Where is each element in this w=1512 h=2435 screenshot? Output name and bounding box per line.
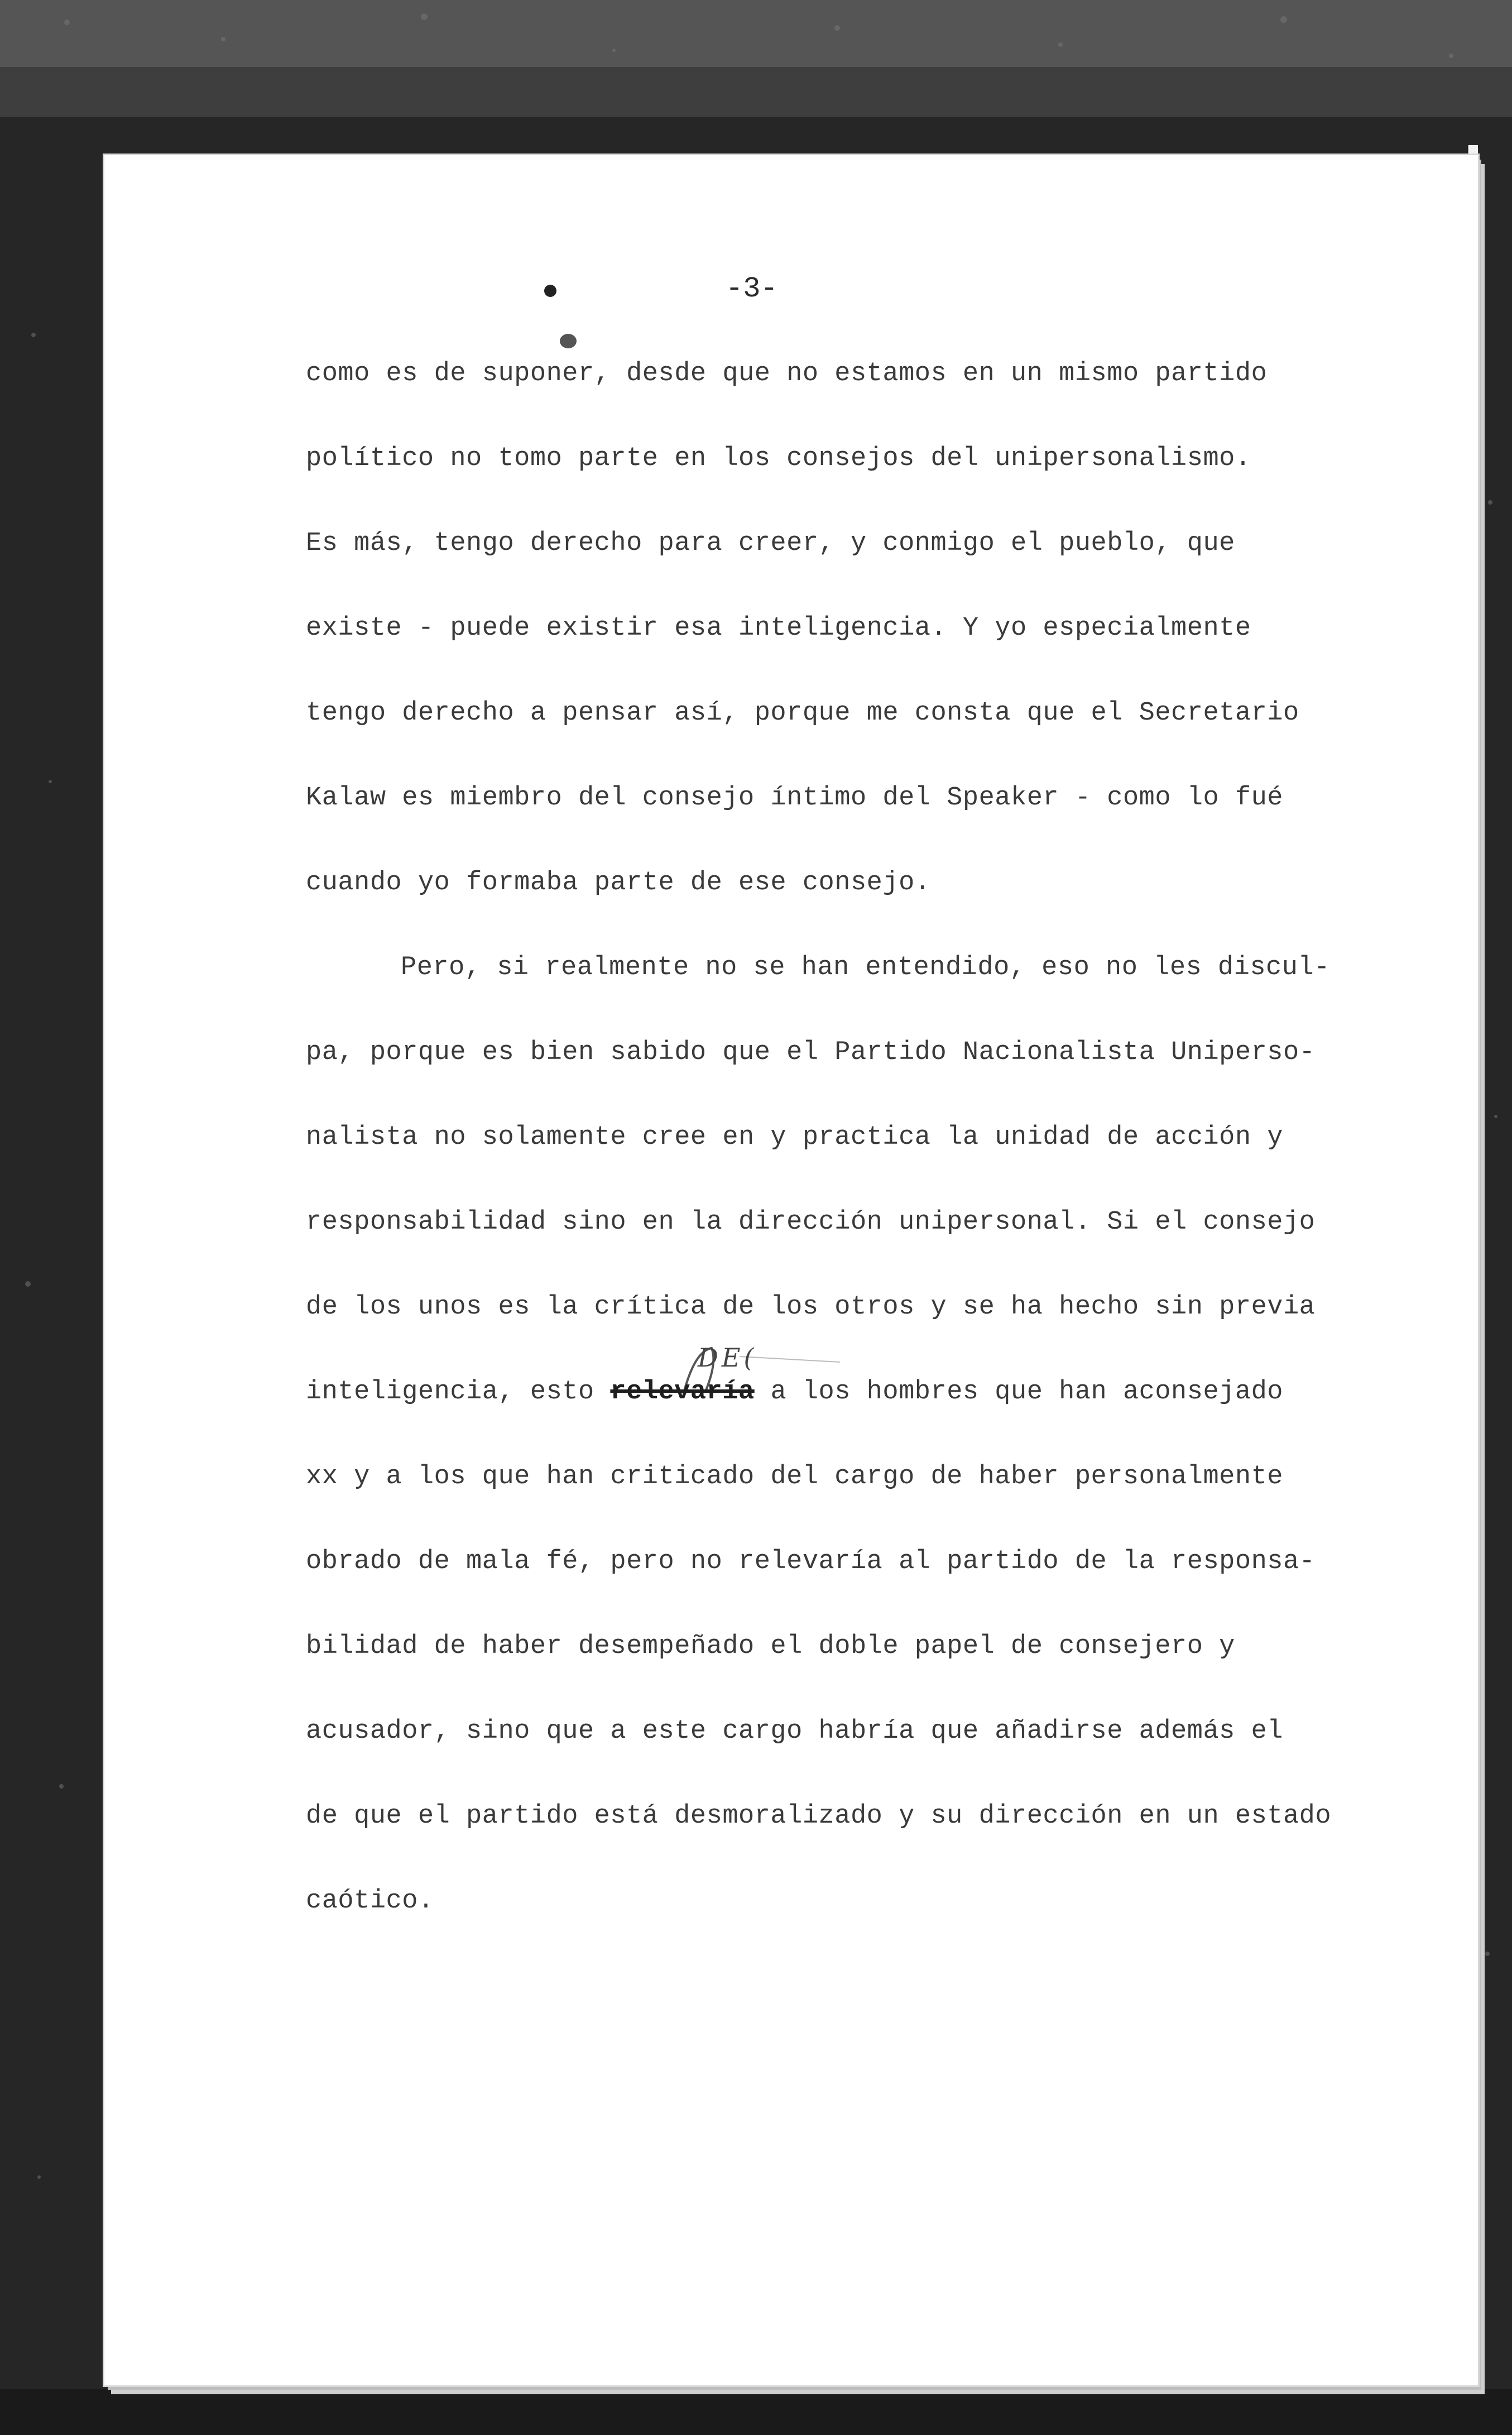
text-line: de los unos es la crítica de los otros y se ha hecho sin previa [306,1292,1316,1322]
text-line: político no tomo parte en los consejos del unipersonalismo. [306,444,1251,473]
text-line: nalista no solamente cree en y practica la unidad de acción y [306,1123,1283,1152]
body-text [306,352,1400,1964]
page-number: -3- [726,272,778,305]
text-line: obrado de mala fé, pero no relevaría al partido de la responsa- [306,1547,1316,1576]
punch-hole-dot [560,334,577,348]
text-line: Kalaw es miembro del consejo íntimo del Speaker - como lo fué [306,783,1283,813]
text-line [306,1370,1400,1455]
handwritten-note: DE( [698,1343,757,1373]
text-line: como es de suponer, desde que no estamos en un mismo partido [306,359,1268,389]
text-line: acusador, sino que a este cargo habría que añadirse además el [306,1717,1283,1746]
struck-word: relevaría [610,1377,755,1407]
text-line: pa, porque es bien sabido que el Partido Nacionalista Uniperso- [306,1038,1316,1067]
text-line: responsabilidad sino en la dirección unipersonal. Si el consejo [306,1207,1316,1237]
text-line: de que el partido está desmoralizado y su dirección en un estado [306,1801,1332,1831]
punch-hole-dot [544,285,556,297]
text-line: Pero, si realmente no se han entendido, eso no les discul- [401,953,1330,982]
text-line: Es más, tengo derecho para creer, y conmigo el pueblo, que [306,529,1235,558]
text-line: tengo derecho a pensar así, porque me consta que el Secretario [306,698,1299,728]
text-line: xx y a los que han criticado del cargo de haber personalmente [306,1462,1283,1492]
text-segment: a los hombres que han aconsejado [754,1377,1283,1407]
text-line: caótico. [306,1886,434,1916]
text-line: cuando yo formaba parte de ese consejo. [306,868,931,898]
text-line: existe - puede existir esa inteligencia. Y yo especialmente [306,613,1251,643]
text-line: bilidad de haber desempeñado el doble papel de consejero y [306,1632,1235,1661]
text-segment: inteligencia, esto [306,1377,611,1407]
